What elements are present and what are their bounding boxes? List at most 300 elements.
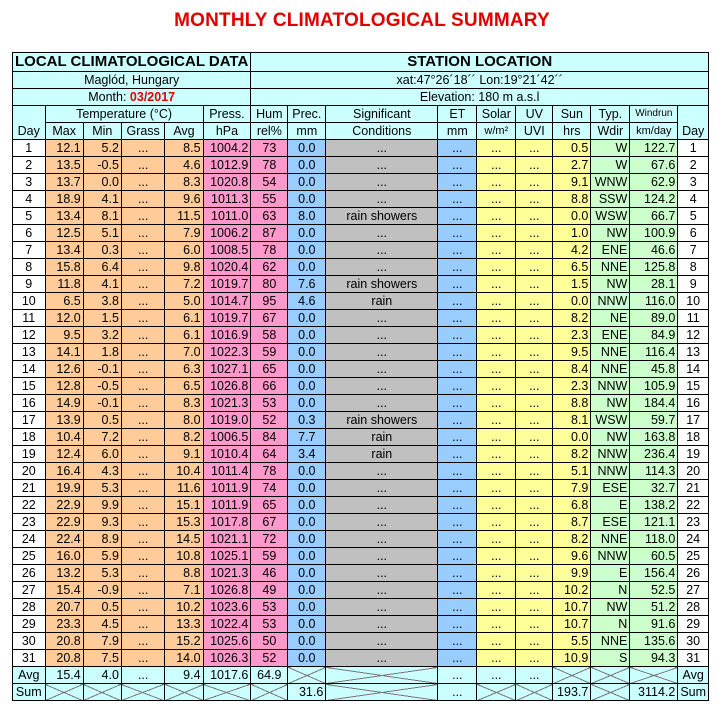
cell-grass: ... xyxy=(121,157,164,174)
cell-prec: 0.0 xyxy=(288,310,326,327)
cell-conditions: ... xyxy=(326,548,438,565)
col-uv-header: UV xyxy=(516,106,553,123)
cell-avg: 10.8 xyxy=(165,548,203,565)
table-row xyxy=(13,446,709,463)
avg-avg: 9.4 xyxy=(165,667,203,684)
cell-conditions: rain showers xyxy=(326,412,438,429)
cell-min: 9.9 xyxy=(83,497,121,514)
climate-table xyxy=(12,52,709,701)
cell-conditions: ... xyxy=(326,378,438,395)
header-row-1 xyxy=(13,53,709,72)
cell-max: 16.4 xyxy=(45,463,83,480)
col-et-header: ET xyxy=(438,106,477,123)
cell-et: ... xyxy=(438,463,477,480)
cell-max: 22.4 xyxy=(45,531,83,548)
cell-grass: ... xyxy=(121,650,164,667)
sum-min-empty xyxy=(83,684,121,701)
cell-wind-dir: NNE xyxy=(591,633,630,650)
cell-prec: 0.0 xyxy=(288,497,326,514)
cell-et: ... xyxy=(438,650,477,667)
data-rows xyxy=(13,140,709,667)
sum-wdir-empty xyxy=(591,684,630,701)
table-row xyxy=(13,497,709,514)
table-row xyxy=(13,395,709,412)
cell-conditions: ... xyxy=(326,140,438,157)
cell-solar: ... xyxy=(477,225,516,242)
cell-uv: ... xyxy=(516,497,553,514)
cell-avg: 9.8 xyxy=(165,259,203,276)
cell-hum: 78 xyxy=(251,157,288,174)
cell-min: 3.2 xyxy=(83,327,121,344)
cell-solar: ... xyxy=(477,344,516,361)
cell-wind-dir: SSW xyxy=(591,191,630,208)
cell-prec: 7.6 xyxy=(288,276,326,293)
cell-uv: ... xyxy=(516,293,553,310)
table-row xyxy=(13,140,709,157)
col-cond-header: Significant xyxy=(326,106,438,123)
sum-avg-empty xyxy=(165,684,203,701)
cell-max: 13.4 xyxy=(45,242,83,259)
cell-solar: ... xyxy=(477,395,516,412)
cell-uv: ... xyxy=(516,225,553,242)
col-windrun-unit: km/day xyxy=(630,123,678,140)
cell-press: 1019.0 xyxy=(203,412,251,429)
cell-day-right: 23 xyxy=(678,514,709,531)
cell-hum: 50 xyxy=(251,633,288,650)
cell-windrun: 84.9 xyxy=(630,327,678,344)
cell-windrun: 51.2 xyxy=(630,599,678,616)
cell-sun: 8.1 xyxy=(553,412,591,429)
col-windrun-header: Windrun xyxy=(630,106,678,123)
cell-hum: 59 xyxy=(251,548,288,565)
cell-et: ... xyxy=(438,548,477,565)
cell-wind-dir: NNE xyxy=(591,259,630,276)
cell-press: 1026.3 xyxy=(203,650,251,667)
table-row xyxy=(13,429,709,446)
cell-windrun: 122.7 xyxy=(630,140,678,157)
cell-uv: ... xyxy=(516,650,553,667)
cell-press: 1019.7 xyxy=(203,276,251,293)
cell-day: 14 xyxy=(13,361,46,378)
cell-press: 1022.4 xyxy=(203,616,251,633)
cell-prec: 0.0 xyxy=(288,191,326,208)
cell-max: 13.7 xyxy=(45,174,83,191)
table-row xyxy=(13,412,709,429)
table-row xyxy=(13,259,709,276)
cell-max: 13.4 xyxy=(45,208,83,225)
cell-prec: 0.0 xyxy=(288,548,326,565)
cell-day: 2 xyxy=(13,157,46,174)
cell-avg: 8.2 xyxy=(165,429,203,446)
cell-uv: ... xyxy=(516,514,553,531)
cell-uv: ... xyxy=(516,395,553,412)
cell-grass: ... xyxy=(121,412,164,429)
cell-windrun: 32.7 xyxy=(630,480,678,497)
col-solar-header: Solar xyxy=(477,106,516,123)
cell-day: 15 xyxy=(13,378,46,395)
cell-day: 21 xyxy=(13,480,46,497)
cell-et: ... xyxy=(438,497,477,514)
cell-solar: ... xyxy=(477,548,516,565)
cell-avg: 9.6 xyxy=(165,191,203,208)
cell-day-right: 14 xyxy=(678,361,709,378)
cell-max: 13.2 xyxy=(45,565,83,582)
sum-press-empty xyxy=(203,684,251,701)
cell-day-right: 20 xyxy=(678,463,709,480)
cell-prec: 0.0 xyxy=(288,327,326,344)
station-coords: xat:47°26´18´´ Lon:19°21´42´´ xyxy=(251,72,709,89)
cell-windrun: 89.0 xyxy=(630,310,678,327)
cell-min: 4.3 xyxy=(83,463,121,480)
cell-sun: 0.0 xyxy=(553,429,591,446)
cell-sun: 1.0 xyxy=(553,225,591,242)
cell-press: 1020.8 xyxy=(203,174,251,191)
cell-max: 20.7 xyxy=(45,599,83,616)
cell-day-right: 22 xyxy=(678,497,709,514)
avg-label: Avg xyxy=(13,667,46,684)
cell-day-right: 5 xyxy=(678,208,709,225)
cell-conditions: ... xyxy=(326,242,438,259)
cell-conditions: ... xyxy=(326,157,438,174)
cell-day: 18 xyxy=(13,429,46,446)
cell-et: ... xyxy=(438,259,477,276)
cell-max: 15.8 xyxy=(45,259,83,276)
cell-windrun: 125.8 xyxy=(630,259,678,276)
cell-hum: 78 xyxy=(251,242,288,259)
avg-min: 4.0 xyxy=(83,667,121,684)
cell-uv: ... xyxy=(516,480,553,497)
table-row xyxy=(13,174,709,191)
cell-hum: 55 xyxy=(251,191,288,208)
table-row xyxy=(13,378,709,395)
avg-wdir-empty xyxy=(591,667,630,684)
cell-windrun: 46.6 xyxy=(630,242,678,259)
sum-grass-empty xyxy=(121,684,164,701)
cell-sun: 5.5 xyxy=(553,633,591,650)
cell-day: 3 xyxy=(13,174,46,191)
cell-avg: 6.5 xyxy=(165,378,203,395)
cell-day: 13 xyxy=(13,344,46,361)
cell-windrun: 135.6 xyxy=(630,633,678,650)
cell-max: 18.9 xyxy=(45,191,83,208)
table-row xyxy=(13,463,709,480)
cell-day: 22 xyxy=(13,497,46,514)
cell-min: -0.1 xyxy=(83,395,121,412)
cell-wind-dir: NNW xyxy=(591,293,630,310)
cell-wind-dir: WSW xyxy=(591,412,630,429)
cell-prec: 0.0 xyxy=(288,480,326,497)
cell-et: ... xyxy=(438,157,477,174)
cell-day: 1 xyxy=(13,140,46,157)
cell-wind-dir: ESE xyxy=(591,514,630,531)
cell-prec: 0.0 xyxy=(288,344,326,361)
cell-hum: 62 xyxy=(251,259,288,276)
cell-avg: 8.0 xyxy=(165,412,203,429)
cell-press: 1004.2 xyxy=(203,140,251,157)
cell-wind-dir: NNE xyxy=(591,344,630,361)
cell-day: 31 xyxy=(13,650,46,667)
cell-press: 1011.9 xyxy=(203,480,251,497)
cell-et: ... xyxy=(438,582,477,599)
cell-sun: 8.2 xyxy=(553,531,591,548)
cell-solar: ... xyxy=(477,599,516,616)
cell-day: 12 xyxy=(13,327,46,344)
cell-solar: ... xyxy=(477,276,516,293)
cell-windrun: 28.1 xyxy=(630,276,678,293)
cell-grass: ... xyxy=(121,582,164,599)
cell-et: ... xyxy=(438,412,477,429)
sum-cond-empty xyxy=(326,684,438,701)
cell-sun: 8.2 xyxy=(553,446,591,463)
cell-prec: 0.0 xyxy=(288,463,326,480)
cell-day: 5 xyxy=(13,208,46,225)
cell-solar: ... xyxy=(477,531,516,548)
cell-et: ... xyxy=(438,446,477,463)
cell-sun: 1.5 xyxy=(553,276,591,293)
cell-uv: ... xyxy=(516,208,553,225)
cell-hum: 74 xyxy=(251,480,288,497)
cell-min: 8.1 xyxy=(83,208,121,225)
cell-grass: ... xyxy=(121,565,164,582)
header-row-5 xyxy=(13,123,709,140)
cell-uv: ... xyxy=(516,242,553,259)
cell-day-right: 11 xyxy=(678,310,709,327)
cell-conditions: ... xyxy=(326,599,438,616)
col-grass-header: Grass xyxy=(121,123,164,140)
col-day-right-header: Day xyxy=(678,106,709,140)
cell-day: 7 xyxy=(13,242,46,259)
cell-wind-dir: NNW xyxy=(591,446,630,463)
cell-press: 1011.0 xyxy=(203,208,251,225)
cell-prec: 8.0 xyxy=(288,208,326,225)
cell-conditions: ... xyxy=(326,480,438,497)
col-press-unit: hPa xyxy=(203,123,251,140)
cell-hum: 66 xyxy=(251,378,288,395)
cell-et: ... xyxy=(438,633,477,650)
avg-sun-empty xyxy=(553,667,591,684)
cell-sun: 10.7 xyxy=(553,599,591,616)
cell-et: ... xyxy=(438,514,477,531)
cell-grass: ... xyxy=(121,259,164,276)
cell-day-right: 9 xyxy=(678,276,709,293)
cell-hum: 54 xyxy=(251,174,288,191)
cell-press: 1025.1 xyxy=(203,548,251,565)
cell-grass: ... xyxy=(121,548,164,565)
cell-day-right: 26 xyxy=(678,565,709,582)
header-row-2 xyxy=(13,72,709,89)
cell-conditions: rain xyxy=(326,446,438,463)
cell-uv: ... xyxy=(516,412,553,429)
cell-windrun: 66.7 xyxy=(630,208,678,225)
cell-solar: ... xyxy=(477,242,516,259)
table-row xyxy=(13,514,709,531)
cell-max: 13.5 xyxy=(45,157,83,174)
cell-day-right: 30 xyxy=(678,633,709,650)
cell-press: 1019.7 xyxy=(203,310,251,327)
cell-sun: 6.5 xyxy=(553,259,591,276)
cell-hum: 46 xyxy=(251,565,288,582)
sum-uv-empty xyxy=(516,684,553,701)
cell-grass: ... xyxy=(121,446,164,463)
cell-day: 6 xyxy=(13,225,46,242)
cell-hum: 63 xyxy=(251,208,288,225)
cell-grass: ... xyxy=(121,293,164,310)
cell-conditions: ... xyxy=(326,497,438,514)
cell-day-right: 10 xyxy=(678,293,709,310)
cell-sun: 0.0 xyxy=(553,208,591,225)
cell-min: 7.9 xyxy=(83,633,121,650)
cell-min: 1.8 xyxy=(83,344,121,361)
month-line xyxy=(13,89,251,106)
cell-min: 9.3 xyxy=(83,514,121,531)
cell-grass: ... xyxy=(121,140,164,157)
col-hum-unit: rel% xyxy=(251,123,288,140)
cell-day: 17 xyxy=(13,412,46,429)
cell-uv: ... xyxy=(516,463,553,480)
header-row-4 xyxy=(13,106,709,123)
cell-sun: 8.8 xyxy=(553,191,591,208)
cell-day-right: 29 xyxy=(678,616,709,633)
cell-uv: ... xyxy=(516,327,553,344)
cell-wind-dir: NW xyxy=(591,599,630,616)
table-row xyxy=(13,157,709,174)
cell-hum: 58 xyxy=(251,327,288,344)
cell-grass: ... xyxy=(121,599,164,616)
cell-sun: 7.9 xyxy=(553,480,591,497)
cell-et: ... xyxy=(438,140,477,157)
cell-grass: ... xyxy=(121,344,164,361)
cell-conditions: ... xyxy=(326,650,438,667)
cell-et: ... xyxy=(438,531,477,548)
cell-wind-dir: ENE xyxy=(591,327,630,344)
table-row xyxy=(13,480,709,497)
col-wdir-unit: Wdir xyxy=(591,123,630,140)
cell-avg: 8.5 xyxy=(165,140,203,157)
col-min-header: Min xyxy=(83,123,121,140)
cell-day: 19 xyxy=(13,446,46,463)
cell-uv: ... xyxy=(516,616,553,633)
cell-min: 4.1 xyxy=(83,276,121,293)
cell-prec: 0.0 xyxy=(288,361,326,378)
cell-day: 16 xyxy=(13,395,46,412)
cell-prec: 0.0 xyxy=(288,616,326,633)
cell-conditions: ... xyxy=(326,310,438,327)
cell-et: ... xyxy=(438,242,477,259)
cell-press: 1022.3 xyxy=(203,344,251,361)
table-row xyxy=(13,565,709,582)
avg-solar: ... xyxy=(477,667,516,684)
cell-press: 1020.4 xyxy=(203,259,251,276)
cell-prec: 3.4 xyxy=(288,446,326,463)
cell-solar: ... xyxy=(477,310,516,327)
cell-solar: ... xyxy=(477,157,516,174)
cell-min: -0.5 xyxy=(83,157,121,174)
cell-grass: ... xyxy=(121,225,164,242)
cell-grass: ... xyxy=(121,174,164,191)
cell-avg: 9.1 xyxy=(165,446,203,463)
cell-solar: ... xyxy=(477,650,516,667)
cell-day: 28 xyxy=(13,599,46,616)
table-row xyxy=(13,310,709,327)
cell-solar: ... xyxy=(477,378,516,395)
cell-et: ... xyxy=(438,480,477,497)
col-et-unit: mm xyxy=(438,123,477,140)
cell-uv: ... xyxy=(516,259,553,276)
col-temperature-header: Temperature (°C) xyxy=(45,106,203,123)
cell-conditions: ... xyxy=(326,174,438,191)
cell-windrun: 118.0 xyxy=(630,531,678,548)
cell-wind-dir: W xyxy=(591,140,630,157)
cell-sun: 9.6 xyxy=(553,548,591,565)
cell-day-right: 24 xyxy=(678,531,709,548)
cell-press: 1021.3 xyxy=(203,565,251,582)
cell-min: 1.5 xyxy=(83,310,121,327)
cell-windrun: 156.4 xyxy=(630,565,678,582)
sum-max-empty xyxy=(45,684,83,701)
cell-max: 14.1 xyxy=(45,344,83,361)
cell-press: 1027.1 xyxy=(203,361,251,378)
cell-hum: 65 xyxy=(251,361,288,378)
cell-prec: 0.0 xyxy=(288,565,326,582)
cell-wind-dir: NE xyxy=(591,310,630,327)
cell-min: 6.4 xyxy=(83,259,121,276)
cell-uv: ... xyxy=(516,582,553,599)
cell-windrun: 45.8 xyxy=(630,361,678,378)
cell-avg: 5.0 xyxy=(165,293,203,310)
cell-conditions: ... xyxy=(326,191,438,208)
cell-min: 5.2 xyxy=(83,140,121,157)
cell-solar: ... xyxy=(477,582,516,599)
cell-windrun: 116.0 xyxy=(630,293,678,310)
cell-sun: 10.9 xyxy=(553,650,591,667)
table-row xyxy=(13,344,709,361)
cell-day-right: 25 xyxy=(678,548,709,565)
cell-prec: 0.0 xyxy=(288,259,326,276)
table-row xyxy=(13,633,709,650)
table-row xyxy=(13,242,709,259)
cell-prec: 7.7 xyxy=(288,429,326,446)
cell-min: 0.3 xyxy=(83,242,121,259)
cell-max: 13.9 xyxy=(45,412,83,429)
cell-windrun: 91.6 xyxy=(630,616,678,633)
sum-windrun: 3114.2 xyxy=(630,684,678,701)
col-wdir-header: Typ. xyxy=(591,106,630,123)
cell-solar: ... xyxy=(477,191,516,208)
cell-hum: 72 xyxy=(251,531,288,548)
cell-wind-dir: NNE xyxy=(591,361,630,378)
sum-hum-empty xyxy=(251,684,288,701)
cell-windrun: 163.8 xyxy=(630,429,678,446)
cell-wind-dir: N xyxy=(591,616,630,633)
cell-sun: 8.8 xyxy=(553,395,591,412)
cell-uv: ... xyxy=(516,174,553,191)
place-name: Maglód, Hungary xyxy=(13,72,251,89)
cell-min: 8.9 xyxy=(83,531,121,548)
cell-hum: 53 xyxy=(251,616,288,633)
cell-min: 5.9 xyxy=(83,548,121,565)
cell-et: ... xyxy=(438,565,477,582)
cell-grass: ... xyxy=(121,395,164,412)
table-row xyxy=(13,650,709,667)
cell-day: 11 xyxy=(13,310,46,327)
cell-prec: 0.3 xyxy=(288,412,326,429)
cell-prec: 0.0 xyxy=(288,582,326,599)
cell-uv: ... xyxy=(516,276,553,293)
cell-press: 1021.3 xyxy=(203,395,251,412)
cell-max: 12.6 xyxy=(45,361,83,378)
cell-prec: 0.0 xyxy=(288,514,326,531)
cell-prec: 0.0 xyxy=(288,225,326,242)
